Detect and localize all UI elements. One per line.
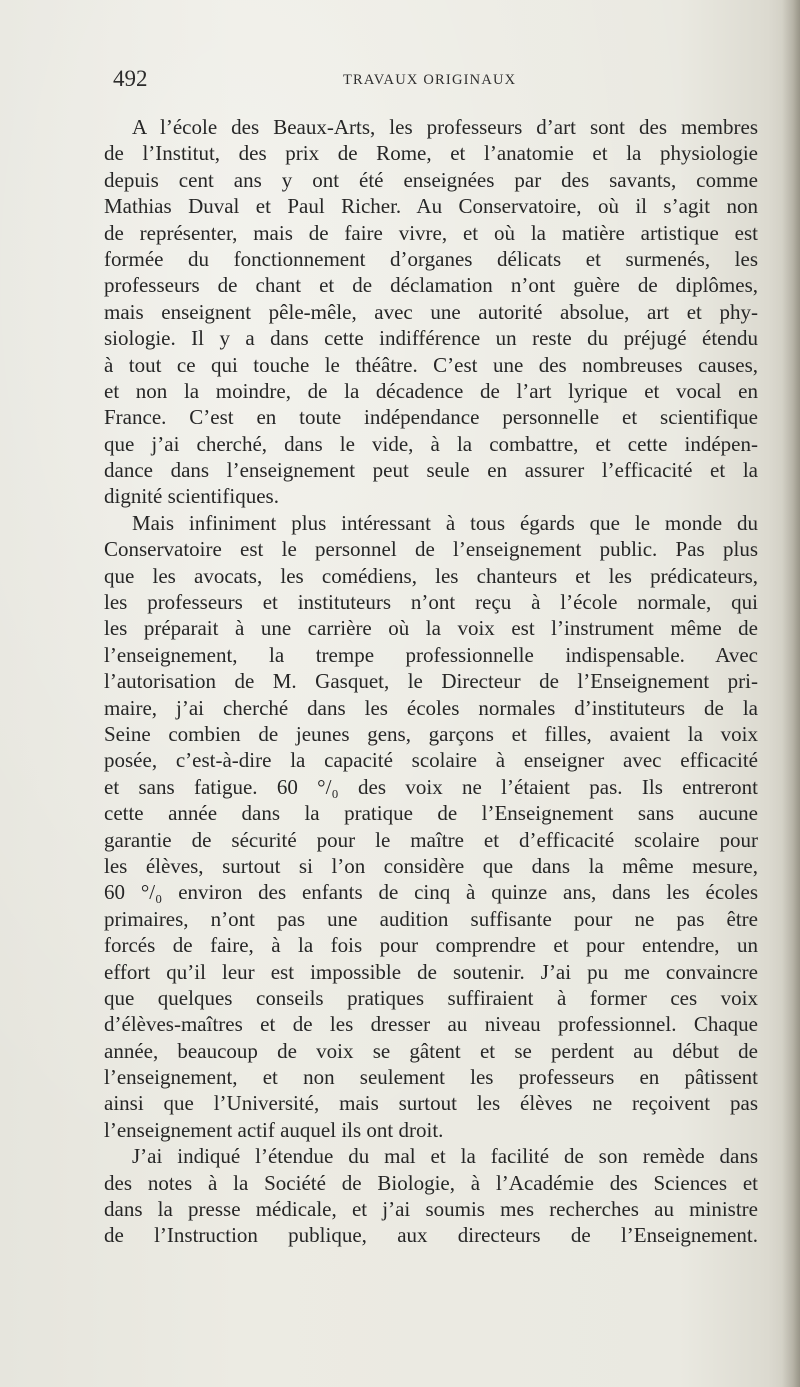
text-line: l’autorisation de M. Gasquet, le Directeur de l’Enseignement pri- (104, 669, 758, 694)
text-line: les professeurs et instituteurs n’ont reçu à l’école normale, qui (104, 590, 758, 615)
text-line: effort qu’il leur est impossible de soutenir. J’ai pu me convaincre (104, 959, 758, 984)
text-line: les élèves, surtout si l’on considère que dans la même mesure, (104, 853, 758, 878)
text-line: et non la moindre, de la décadence de l’art lyrique et vocal en (104, 378, 758, 403)
text-line: les préparait à une carrière où la voix est l’instrument même de (104, 616, 758, 641)
text-line: formée du fonctionnement d’organes délicats et surmenés, les (104, 246, 758, 271)
text-line: ainsi que l’Université, mais surtout les élèves ne reçoivent pas (104, 1091, 758, 1116)
text-line: maire, j’ai cherché dans les écoles normales d’instituteurs de la (104, 695, 758, 720)
text-line: A l’école des Beaux-Arts, les professeurs d’art sont des membres (132, 115, 758, 139)
page-spine-shadow (782, 0, 800, 1387)
text-line: cette année dans la pratique de l’Enseignement sans aucune (104, 801, 758, 826)
text-line: Mathias Duval et Paul Richer. Au Conservatoire, où il s’agit non (104, 194, 758, 219)
text-line: Conservatoire est le personnel de l’enseignement public. Pas plus (104, 537, 758, 562)
text-line: J’ai indiqué l’étendue du mal et la facilité de son remède dans (132, 1144, 758, 1169)
text-line: posée, c’est-à-dire la capacité scolaire à enseigner avec efficacité (104, 748, 758, 773)
text-line: siologie. Il y a dans cette indifférence un reste du préjugé étendu (104, 326, 758, 351)
text-line: 60 °/₀ environ des enfants de cinq à quinze ans, dans les écoles (104, 880, 758, 905)
text-line: dignité scientifiques. (104, 484, 279, 509)
text-line: et sans fatigue. 60 °/₀ des voix ne l’étaient pas. Ils entreront (104, 774, 758, 799)
text-line: de représenter, mais de faire vivre, et où la matière artistique est (104, 220, 758, 245)
text-line: année, beaucoup de voix se gâtent et se perdent au début de (104, 1038, 758, 1063)
text-line: de l’Institut, des prix de Rome, et l’anatomie et la physiologie (104, 141, 758, 166)
text-line: Mais infiniment plus intéressant à tous égards que le monde du (132, 510, 758, 535)
text-line: l’enseignement, la trempe professionnelle indispensable. Avec (104, 642, 758, 667)
body-text (104, 114, 758, 1249)
text-line: mais enseignent pêle-mêle, avec une autorité absolue, art et phy- (104, 299, 758, 324)
text-line: primaires, n’ont pas une audition suffisante pour ne pas être (104, 906, 758, 931)
text-line: garantie de sécurité pour le maître et d’efficacité scolaire pour (104, 827, 758, 852)
text-line: France. C’est en toute indépendance personnelle et scientifique (104, 405, 758, 430)
text-line: des notes à la Société de Biologie, à l’Académie des Sciences et (104, 1170, 758, 1195)
text-line: dans la presse médicale, et j’ai soumis mes recherches au ministre (104, 1197, 758, 1222)
text-line: forcés de faire, à la fois pour comprendre et pour entendre, un (104, 933, 758, 958)
text-line: professeurs de chant et de déclamation n’ont guère de diplômes, (104, 273, 758, 298)
text-line: l’enseignement actif auquel ils ont droit. (104, 1117, 444, 1142)
text-line: dance dans l’enseignement peut seule en assurer l’efficacité et la (104, 458, 758, 483)
text-line: que j’ai cherché, dans le vide, à la combattre, et cette indépen- (104, 431, 758, 456)
text-line: que les avocats, les comédiens, les chanteurs et les prédicateurs, (104, 563, 758, 588)
text-line: à tout ce qui touche le théâtre. C’est une des nombreuses causes, (104, 352, 758, 377)
text-line: depuis cent ans y ont été enseignées par des savants, comme (104, 167, 758, 192)
page-header (113, 66, 763, 96)
text-line: que quelques conseils pratiques suffiraient à former ces voix (104, 985, 758, 1010)
text-line: d’élèves-maîtres et de les dresser au niveau professionnel. Chaque (104, 1012, 758, 1037)
text-line: l’enseignement, et non seulement les professeurs en pâtissent (104, 1065, 758, 1090)
page-number: 492 (113, 66, 148, 91)
text-line: de l’Instruction publique, aux directeurs de l’Enseignement. (104, 1223, 758, 1248)
running-title: TRAVAUX ORIGINAUX (343, 72, 517, 88)
text-line: Seine combien de jeunes gens, garçons et filles, avaient la voix (104, 721, 758, 746)
